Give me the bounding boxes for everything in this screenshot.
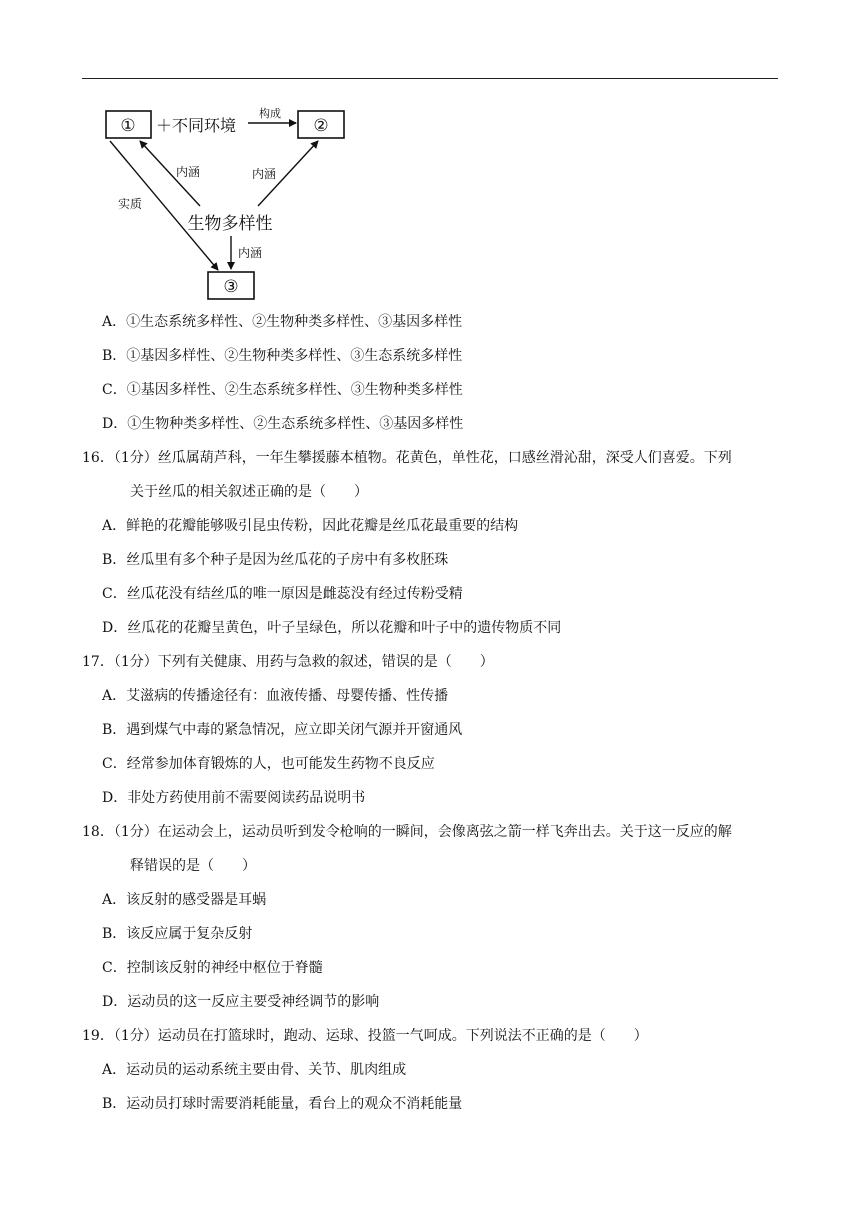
q17-stem: 17．（1分）下列有关健康、用药与急救的叙述，错误的是（ ） <box>82 654 494 670</box>
q18-stem: 18．（1分）在运动会上，运动员听到发令枪响的一瞬间，会像离弦之箭一样飞奔出去。关于这一反应的解 <box>82 824 732 840</box>
q17-option-b: B．遇到煤气中毒的紧急情况，应立即关闭气源并开窗通风 <box>102 722 463 738</box>
constitute-label: 构成 <box>259 107 281 120</box>
q16-option-d: D．丝瓜花的花瓣呈黄色，叶子呈绿色，所以花瓣和叶子中的遗传物质不同 <box>102 620 562 636</box>
q16-stem: 16．（1分）丝瓜属葫芦科，一年生攀援藤本植物。花黄色，单性花，口感丝滑沁甜，深受人们喜爱。下列 <box>82 450 732 466</box>
q19-option-b: B．运动员打球时需要消耗能量，看台上的观众不消耗能量 <box>102 1096 463 1112</box>
box-3-label: ③ <box>223 277 239 297</box>
q15-option-a: A．①生态系统多样性、②生物种类多样性、③基因多样性 <box>102 314 463 330</box>
connotation-label-right: 内涵 <box>252 167 277 181</box>
q17-option-d: D．非处方药使用前不需要阅读药品说明书 <box>102 790 366 806</box>
q19-stem: 19．（1分）运动员在打篮球时，跑动、运球、投篮一气呵成。下列说法不正确的是（ ） <box>82 1028 648 1044</box>
q17-option-a: A．艾滋病的传播途径有：血液传播、母婴传播、性传播 <box>102 688 449 704</box>
q16-option-b: B．丝瓜里有多个种子是因为丝瓜花的子房中有多枚胚珠 <box>102 552 449 568</box>
plus-environment-label: ＋不同环境 <box>156 116 237 135</box>
q18-option-b: B．该反应属于复杂反射 <box>102 926 253 942</box>
q17-option-c: C．经常参加体育锻炼的人，也可能发生药物不良反应 <box>102 756 435 772</box>
q19-option-a: A．运动员的运动系统主要由骨、关节、肌肉组成 <box>102 1062 407 1078</box>
q18-option-a: A．该反射的感受器是耳蜗 <box>102 892 267 908</box>
connotation-label-left: 内涵 <box>176 165 201 179</box>
essence-label: 实质 <box>118 197 143 211</box>
box-1-label: ① <box>120 116 136 136</box>
q16-option-c: C．丝瓜花没有结丝瓜的唯一原因是雌蕊没有经过传粉受精 <box>102 586 463 602</box>
header-rule <box>82 78 778 79</box>
box-2-label: ② <box>313 116 329 136</box>
q15-option-c: C．①基因多样性、②生态系统多样性、③生物种类多样性 <box>102 382 463 398</box>
q15-option-b: B．①基因多样性、②生物种类多样性、③生态系统多样性 <box>102 348 463 364</box>
q18-option-d: D．运动员的这一反应主要受神经调节的影响 <box>102 994 380 1010</box>
q15-option-d: D．①生物种类多样性、②生态系统多样性、③基因多样性 <box>102 416 464 432</box>
q16-stem-cont: 关于丝瓜的相关叙述正确的是（ ） <box>130 484 368 500</box>
biodiversity-center-label: 生物多样性 <box>187 214 273 234</box>
q16-option-a: A．鲜艳的花瓣能够吸引昆虫传粉，因此花瓣是丝瓜花最重要的结构 <box>102 518 519 534</box>
q18-option-c: C．控制该反射的神经中枢位于脊髓 <box>102 960 323 976</box>
q18-stem-cont: 释错误的是（ ） <box>130 858 256 874</box>
connotation-label-down: 内涵 <box>238 246 263 260</box>
biodiversity-diagram <box>96 96 366 308</box>
